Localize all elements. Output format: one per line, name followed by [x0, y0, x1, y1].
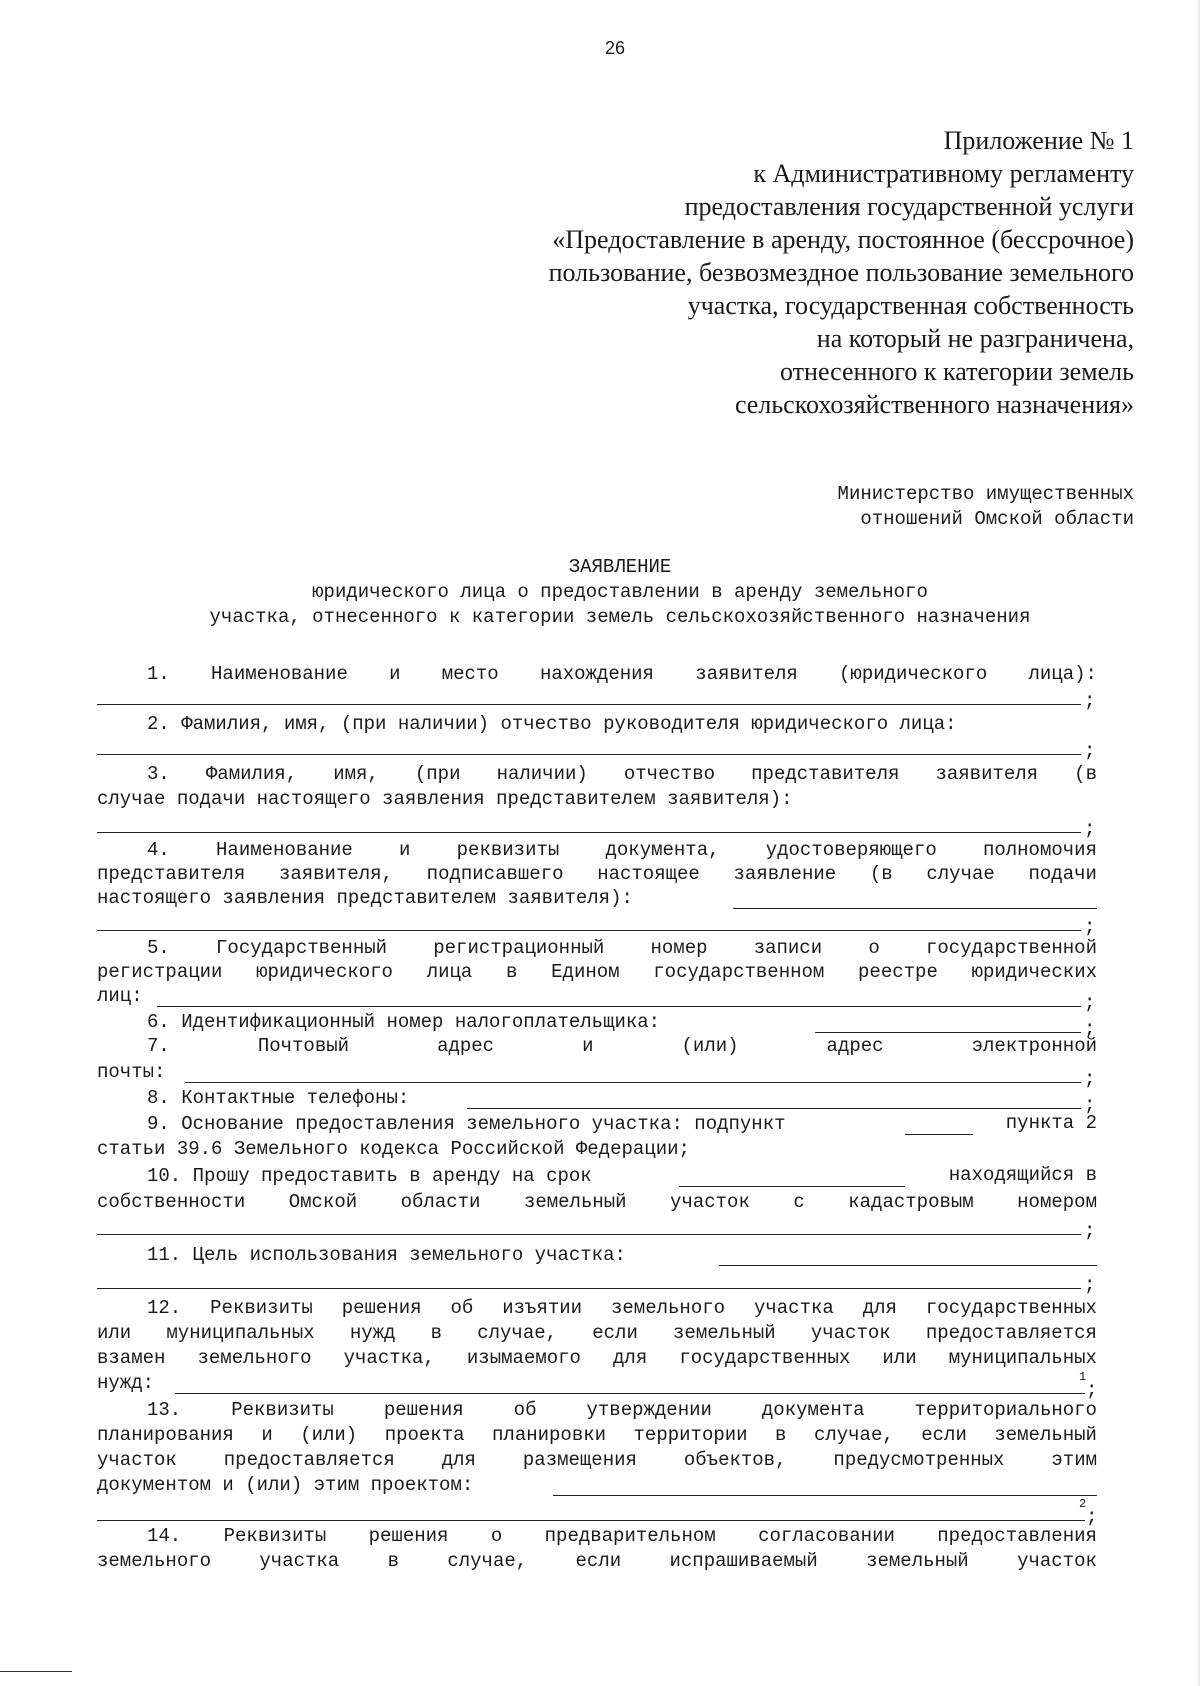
word: или [97, 1322, 132, 1344]
item-12-field[interactable] [175, 1373, 1085, 1394]
word: 1. [147, 663, 170, 685]
item-3-field[interactable] [97, 812, 1081, 833]
appendix-line: участка, государственная собственность [687, 291, 1134, 320]
item-11-label: 11. Цель использования земельного участка: [147, 1244, 626, 1266]
item-4-field-cont[interactable] [97, 910, 1081, 931]
word: заявление [733, 863, 837, 885]
word: (в [869, 863, 893, 885]
word: нахождения [539, 663, 654, 685]
item-4-field[interactable] [733, 888, 1097, 909]
item-4-label-cont: настоящего заявления представителем заявителя): [97, 887, 633, 909]
word: Реквизиты [223, 1525, 327, 1547]
word: документа [761, 1399, 865, 1421]
word: решения [383, 1399, 464, 1421]
word: Реквизиты [210, 1297, 313, 1319]
word: полномочия [982, 839, 1097, 861]
word: решения [368, 1525, 449, 1547]
item-10-term-field[interactable] [679, 1166, 905, 1187]
word: земельного [611, 1297, 726, 1319]
word: участка [753, 1297, 834, 1319]
word: лица [426, 961, 473, 983]
item-13-field-cont[interactable] [97, 1500, 1085, 1521]
item-14-label [97, 1524, 1097, 1548]
word: реестре [858, 961, 938, 983]
item-1-label [97, 662, 1097, 686]
word: участок [97, 1449, 177, 1471]
item-7-field[interactable] [185, 1062, 1081, 1083]
word: решения [341, 1297, 422, 1319]
appendix-line: «Предоставление в аренду, постоянное (бессрочное) [552, 225, 1134, 254]
word: Реквизиты [231, 1399, 334, 1421]
word: проекта [384, 1424, 465, 1446]
word: об [450, 1297, 474, 1319]
item-5-label-cont: лиц: [97, 985, 143, 1007]
semicolon: ; [1084, 818, 1096, 840]
word: 4. [147, 839, 170, 861]
word: реквизиты [456, 839, 560, 861]
word: земельный [994, 1424, 1097, 1446]
form-title: ЗАЯВЛЕНИЕ [568, 556, 672, 578]
word: если [575, 1550, 622, 1572]
word: для [862, 1297, 897, 1319]
word: если [592, 1322, 638, 1344]
item-13-label-cont [97, 1448, 1097, 1472]
word: участка, [343, 1347, 435, 1369]
word: Фамилия, [205, 763, 298, 785]
word: подачи [1028, 863, 1097, 885]
word: случае, [477, 1322, 558, 1344]
item-9-label-end: пункта 2 [1005, 1112, 1097, 1134]
word: нужд [349, 1322, 396, 1344]
word: документа, [605, 839, 720, 861]
word: земельного [97, 1550, 212, 1572]
word: собственности [97, 1191, 246, 1213]
form-heading [100, 555, 1140, 630]
word: заявителя [935, 763, 1039, 785]
word: (юридического [839, 663, 988, 685]
word: о [490, 1525, 503, 1547]
word: (или) [681, 1035, 739, 1057]
word: записи [753, 937, 823, 959]
word: регистрации [97, 961, 223, 983]
word: юридических [971, 961, 1097, 983]
word: адрес [826, 1035, 884, 1057]
word: изымаемого [466, 1347, 581, 1369]
semicolon: ; [1084, 1220, 1096, 1242]
appendix-line: сельскохозяйственного назначения» [734, 390, 1134, 419]
appendix-line: к Административному регламенту [753, 159, 1134, 188]
item-11-field[interactable] [719, 1245, 1097, 1266]
word: 13. [147, 1399, 182, 1421]
semicolon: ; [1086, 1506, 1098, 1528]
form-subtitle: юридического лица о предоставлении в аренду земельного [312, 581, 928, 603]
item-3-label-cont: случае подачи настоящего заявления представителем заявителя): [97, 788, 793, 810]
word: Наименование [216, 839, 353, 861]
semicolon: ; [1084, 1274, 1096, 1296]
semicolon: ; [1084, 740, 1096, 762]
word: (при [414, 763, 461, 785]
item-5-field[interactable] [157, 986, 1081, 1007]
word: 3. [147, 763, 170, 785]
word: предоставления [937, 1525, 1097, 1547]
semicolon: ; [1084, 1094, 1096, 1116]
recipient-line: Министерство имущественных [837, 483, 1134, 505]
word: случае [926, 863, 995, 885]
item-14-label-cont [97, 1549, 1097, 1573]
item-12-label-cont [97, 1346, 1097, 1370]
word: государственном [653, 961, 825, 983]
word: участка [259, 1550, 340, 1572]
item-13-label-cont [97, 1423, 1097, 1447]
word: в [506, 961, 518, 983]
word: участок [670, 1191, 750, 1213]
word: земельный [866, 1550, 969, 1572]
item-12-label-cont: нужд: [97, 1372, 155, 1394]
word: имя, [333, 763, 379, 785]
word: удостоверяющего [765, 839, 937, 861]
word: 14. [147, 1525, 182, 1547]
word: для [613, 1347, 648, 1369]
word: о [868, 937, 880, 959]
word: 12. [147, 1297, 182, 1319]
item-2-label: 2. Фамилия, имя, (при наличии) отчество руководителя юридического лица: [147, 713, 957, 735]
item-6-field[interactable] [815, 1012, 1081, 1033]
word: наличии) [496, 763, 588, 785]
word: объектов, [683, 1449, 787, 1471]
item-12-label-cont [97, 1321, 1097, 1345]
word: территориального [914, 1399, 1097, 1421]
word: адрес [437, 1035, 495, 1057]
item-1-field[interactable] [97, 684, 1081, 705]
word: (в [1074, 763, 1097, 785]
word: с [793, 1191, 805, 1213]
word: земельного [197, 1347, 312, 1369]
word: взамен [97, 1347, 166, 1369]
word: Наименование [211, 663, 348, 685]
item-9-subpoint-field[interactable] [905, 1114, 973, 1135]
word: участок [810, 1322, 891, 1344]
word: случае, [447, 1550, 528, 1572]
item-5-label-cont [97, 960, 1097, 984]
word: согласовании [758, 1525, 895, 1547]
word: регистрационный [433, 937, 605, 959]
word: изъятии [502, 1297, 583, 1319]
word: Едином [551, 961, 620, 983]
word: испрашиваемый [669, 1550, 818, 1572]
semicolon: ; [1084, 1018, 1096, 1040]
appendix-line: на который не разграничена, [816, 324, 1134, 353]
word: об [513, 1399, 537, 1421]
word: предусмотренных [833, 1449, 1005, 1471]
word: подписавшего [426, 863, 564, 885]
item-13-label-cont: документом и (или) этим проектом: [97, 1474, 474, 1496]
word: в [387, 1550, 399, 1572]
item-7-label-cont: почты: [97, 1061, 166, 1083]
recipient-line: отношений Омской области [860, 508, 1134, 530]
word: предварительном [544, 1525, 716, 1547]
word: представителя [97, 863, 246, 885]
word: заявителя, [278, 863, 393, 885]
word: государственной [925, 937, 1097, 959]
word: этим [1051, 1449, 1097, 1471]
word: предоставляется [925, 1322, 1097, 1344]
semicolon: ; [1084, 1068, 1096, 1090]
appendix-line: предоставления государственной услуги [684, 192, 1134, 221]
word: место [441, 663, 499, 685]
word: муниципальных [948, 1347, 1097, 1369]
word: в [775, 1424, 787, 1446]
word: если [921, 1424, 967, 1446]
semicolon: ; [1084, 992, 1096, 1014]
item-13-field[interactable] [553, 1475, 1097, 1496]
footnote-marker: 2 [1079, 1497, 1087, 1511]
word: участок [1017, 1550, 1097, 1572]
word: Почтовый [257, 1035, 350, 1057]
word: номером [1017, 1191, 1097, 1213]
word: номер [650, 937, 708, 959]
semicolon: ; [1084, 690, 1096, 712]
word: земельный [523, 1191, 627, 1213]
word: для [441, 1449, 476, 1471]
scan-edge [1196, 0, 1200, 1686]
item-9-label: 9. Основание предоставления земельного участка: подпункт [147, 1113, 786, 1135]
item-4-label-cont [97, 862, 1097, 886]
word: планировки [492, 1424, 607, 1446]
word: случае, [813, 1424, 894, 1446]
word: размещения [522, 1449, 637, 1471]
word: государственных [925, 1297, 1097, 1319]
word: планирования [97, 1424, 234, 1446]
word: настоящее [597, 863, 700, 885]
item-4-label [97, 838, 1097, 862]
word: утверждении [586, 1399, 712, 1421]
word: земельный [673, 1322, 776, 1344]
word: электронной [971, 1035, 1097, 1057]
word: 7. [147, 1035, 170, 1057]
footnote-rule [0, 1671, 72, 1672]
item-6-label: 6. Идентификационный номер налогоплательщика: [147, 1011, 661, 1033]
word: области [400, 1191, 481, 1213]
word: Омской [288, 1191, 358, 1213]
form-subtitle: участка, отнесенного к категории земель сельскохозяйственного назначения [209, 606, 1031, 628]
word: кадастровым [848, 1191, 974, 1213]
word: 5. [147, 937, 170, 959]
recipient-block [838, 482, 1134, 532]
word: и [261, 1424, 273, 1446]
appendix-header [549, 124, 1134, 421]
word: представителя [751, 763, 900, 785]
item-10-label: 10. Прошу предоставить в аренду на срок [147, 1165, 592, 1187]
appendix-line: пользование, безвозмездное пользование земельного [548, 258, 1134, 287]
item-8-field[interactable] [467, 1088, 1081, 1109]
appendix-line: Приложение № 1 [943, 126, 1134, 155]
semicolon: ; [1086, 1379, 1098, 1401]
word: муниципальных [166, 1322, 315, 1344]
page-number: 26 [604, 38, 626, 58]
word: и [582, 1035, 594, 1057]
footnote-marker: 1 [1079, 1370, 1087, 1384]
word: в [430, 1322, 443, 1344]
word: государственных [679, 1347, 851, 1369]
item-7-label [97, 1034, 1097, 1058]
item-11-field-cont[interactable] [97, 1268, 1081, 1289]
item-12-label [97, 1296, 1097, 1320]
word: и [389, 663, 401, 685]
semicolon: ; [1084, 916, 1096, 938]
word: (или) [300, 1424, 358, 1446]
appendix-line: отнесенного к категории земель [780, 357, 1134, 386]
item-10-cadastral-field[interactable] [97, 1214, 1081, 1235]
word: или [882, 1347, 917, 1369]
item-13-label [97, 1398, 1097, 1422]
item-10-label-end: находящийся в [948, 1164, 1097, 1186]
word: территории [633, 1424, 748, 1446]
word: юридического [256, 961, 393, 983]
word: Государственный [216, 937, 388, 959]
word: лица): [1028, 663, 1097, 685]
item-10-label-cont [97, 1190, 1097, 1214]
item-9-label-cont: статьи 39.6 Земельного кодекса Российской Федерации; [97, 1138, 690, 1160]
item-8-label: 8. Контактные телефоны: [147, 1087, 410, 1109]
word: и [399, 839, 411, 861]
word: отчество [623, 763, 716, 785]
item-3-label [97, 762, 1097, 786]
word: заявителя [695, 663, 798, 685]
word: предоставляется [223, 1449, 395, 1471]
item-5-label [97, 936, 1097, 960]
item-2-field[interactable] [97, 734, 1081, 755]
